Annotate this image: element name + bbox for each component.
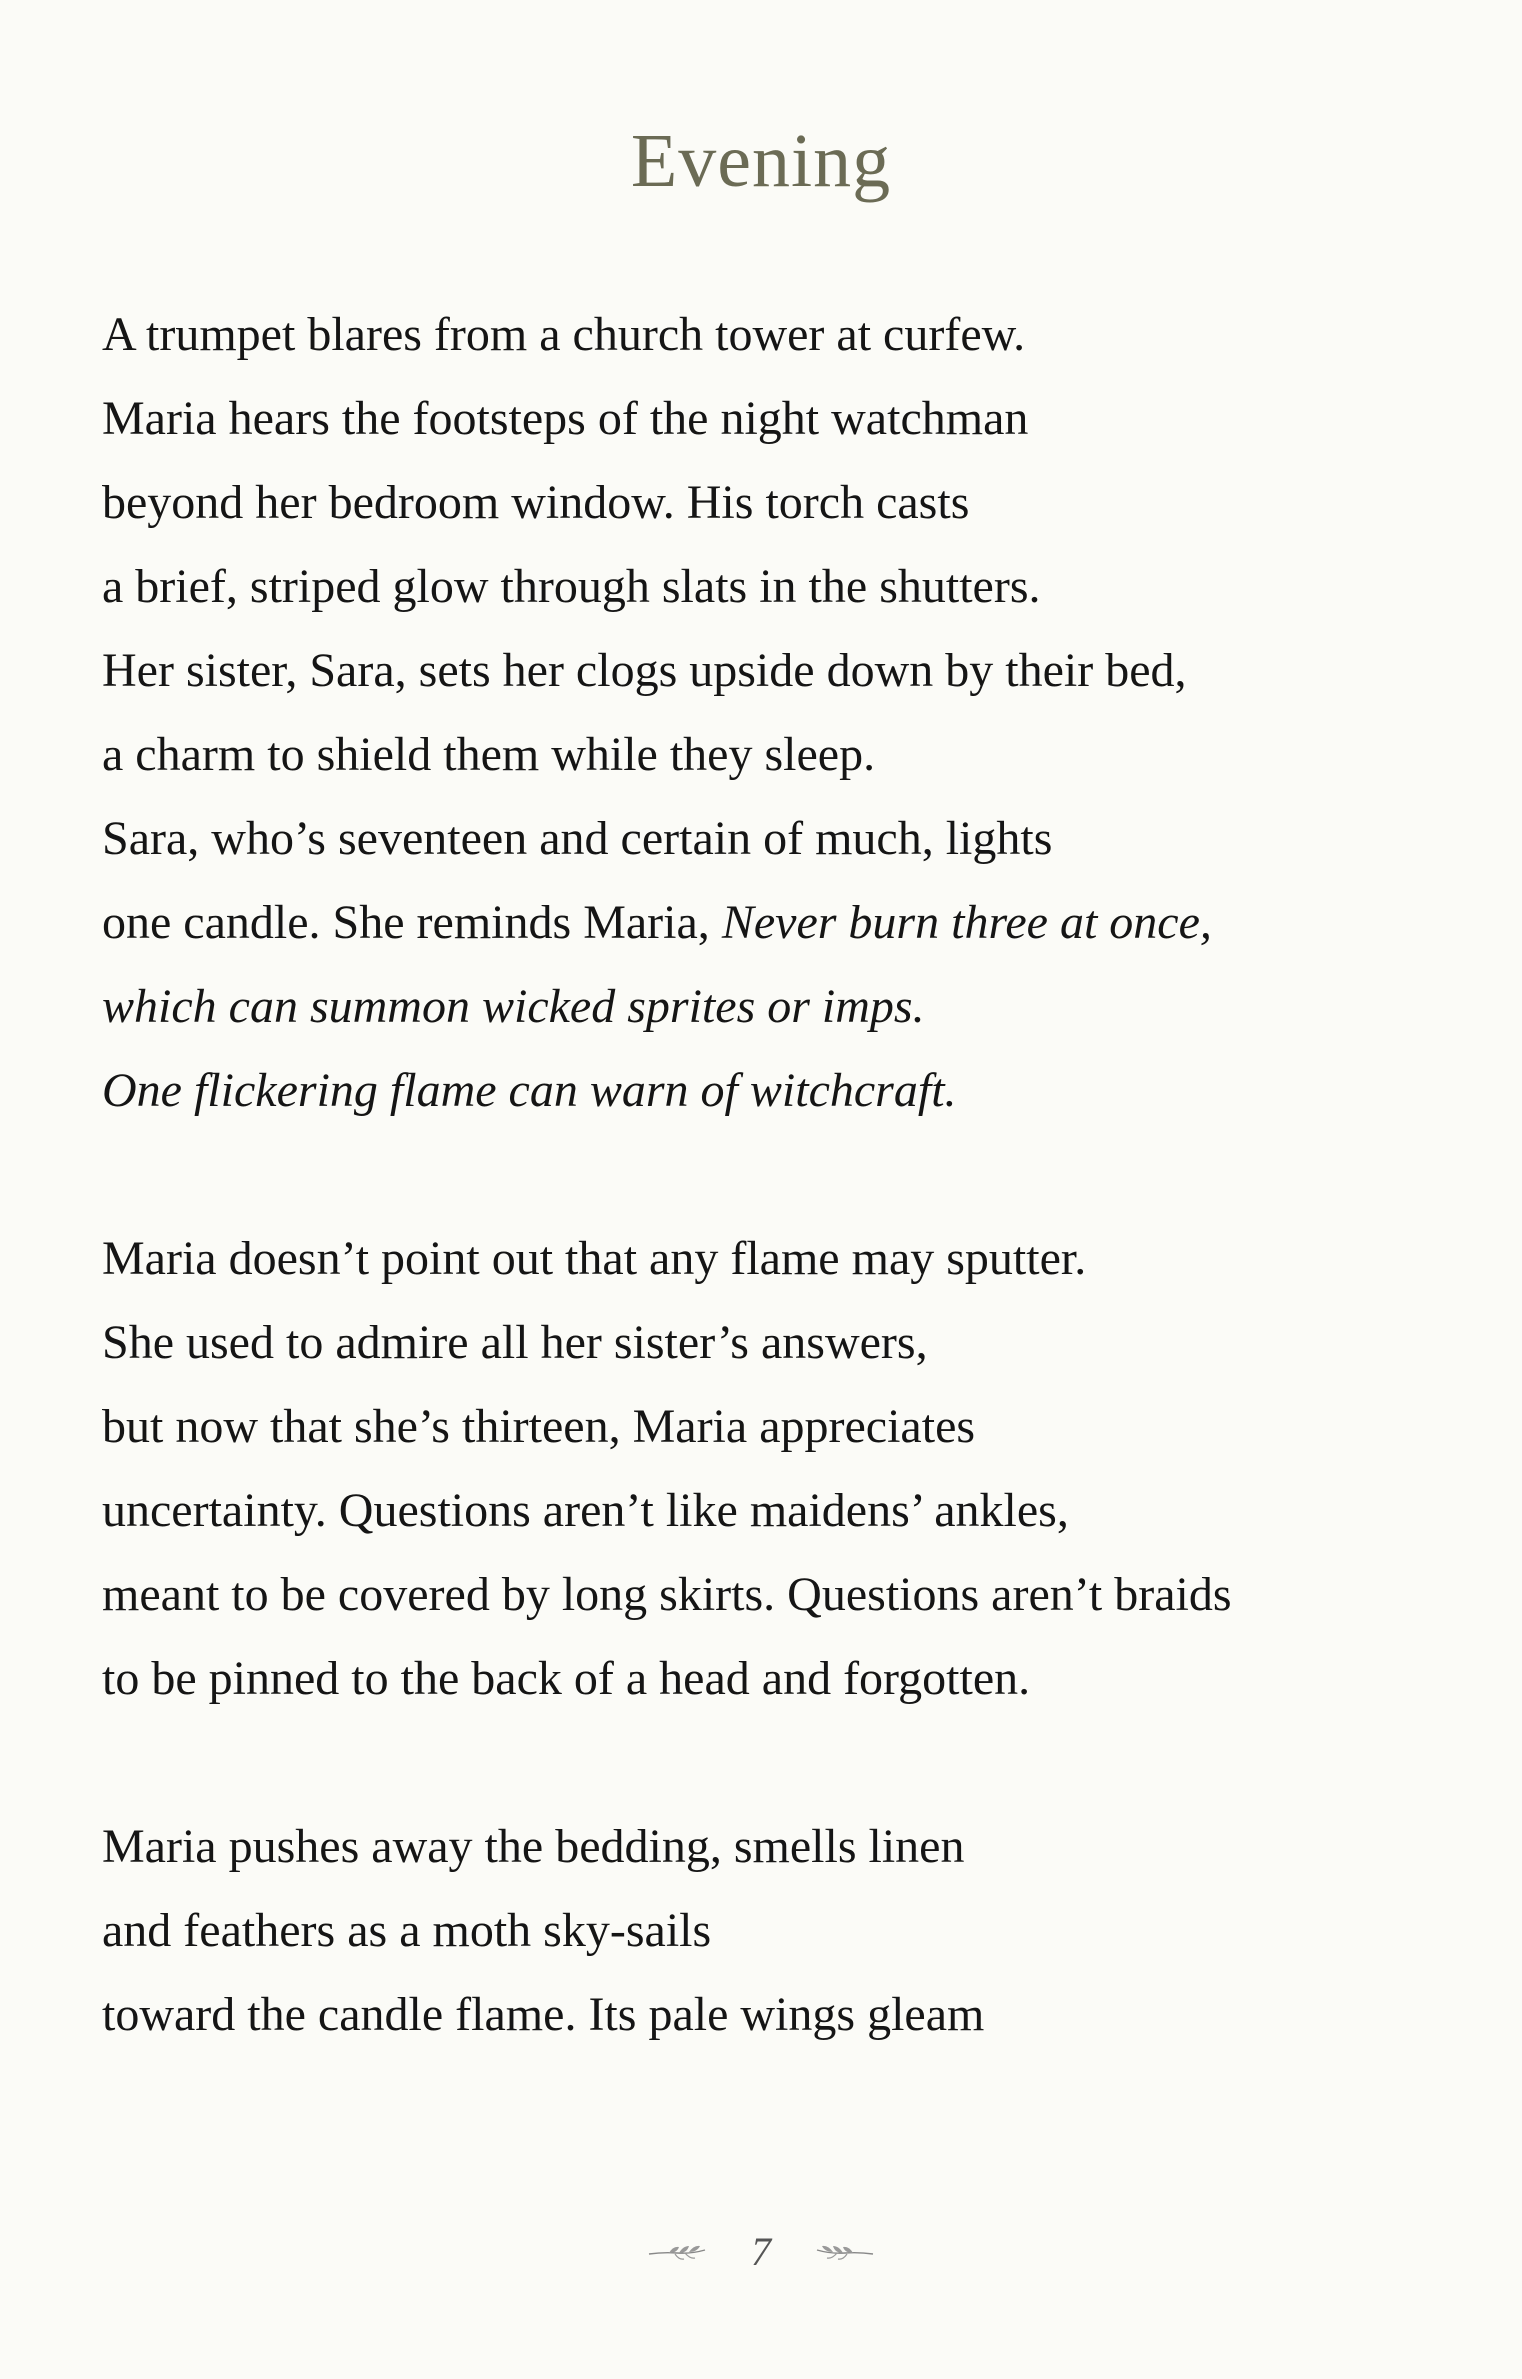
poem-line <box>102 893 1212 953</box>
poem-line: meant to be covered by long skirts. Questions aren’t braids <box>102 1568 1232 1621</box>
poem-line: uncertainty. Questions aren’t like maidens’ ankles, <box>102 1484 1069 1537</box>
poem-line: She used to admire all her sister’s answers, <box>102 1316 928 1369</box>
poem-line: to be pinned to the back of a head and forgotten. <box>102 1652 1031 1705</box>
poem-line: Maria doesn’t point out that any flame may sputter. <box>102 1232 1087 1285</box>
leaf-ornament-icon <box>813 2243 875 2261</box>
poem-line: but now that she’s thirteen, Maria appreciates <box>102 1400 976 1453</box>
poem-line: A trumpet blares from a church tower at curfew. <box>102 308 1026 361</box>
poem-line: Sara, who’s seventeen and certain of much, lights <box>102 812 1053 865</box>
page-footer <box>0 2228 1522 2278</box>
poem-line: and feathers as a moth sky-sails <box>102 1904 712 1957</box>
poem-line-italic: One flickering flame can warn of witchcraft. <box>102 1064 957 1117</box>
poem-line-italic: Never burn three at once, <box>721 896 1212 949</box>
poem-line: beyond her bedroom window. His torch casts <box>102 476 970 529</box>
page-number: 7 <box>751 2229 771 2274</box>
poem-line-roman: one candle. She reminds Maria, <box>102 896 722 949</box>
poem-line: a brief, striped glow through slats in the shutters. <box>102 560 1041 613</box>
poem-line: Maria pushes away the bedding, smells linen <box>102 1820 965 1873</box>
poem-line: toward the candle flame. Its pale wings gleam <box>102 1988 985 2041</box>
leaf-ornament-icon <box>647 2243 709 2261</box>
poem-line: a charm to shield them while they sleep. <box>102 728 876 781</box>
poem-line: Her sister, Sara, sets her clogs upside down by their bed, <box>102 644 1187 697</box>
poem-title: Evening <box>630 119 892 203</box>
poem-line: Maria hears the footsteps of the night watchman <box>102 392 1029 445</box>
poem-line-italic: which can summon wicked sprites or imps. <box>102 980 925 1033</box>
